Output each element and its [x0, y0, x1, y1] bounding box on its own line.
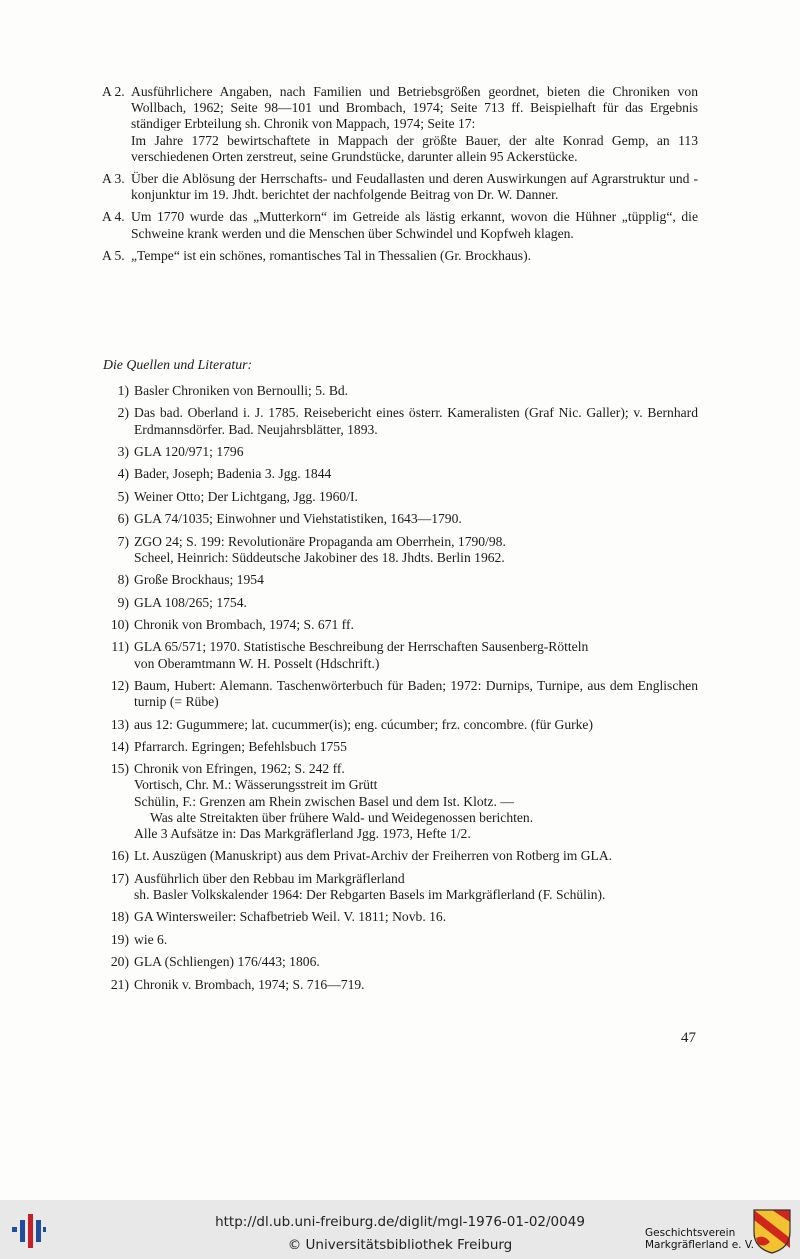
reference-line: Vortisch, Chr. M.: Wässerungsstreit im Grütt: [134, 777, 378, 793]
annotation-paragraph: Über die Ablösung der Herrschafts- und Feudallasten und deren Auswirkungen auf Agrarstruktur und -konjunktur im 19. Jhdt. berichtet der nachfolgende Beitrag von Dr. W. Danner.: [131, 171, 698, 203]
reference-number: 3): [117, 443, 129, 459]
reference-text: [134, 383, 698, 399]
reference-line: Ausführlich über den Rebbau im Markgräflerland: [134, 870, 405, 886]
reference-text: [134, 739, 698, 755]
reference-item: [102, 444, 698, 460]
annotation-text: [131, 209, 698, 241]
reference-number: 9): [117, 594, 129, 610]
annotation-item: [102, 248, 698, 264]
reference-line: wie 6.: [134, 931, 168, 947]
reference-text: [134, 954, 698, 970]
society-name: [645, 1227, 754, 1251]
footer-url-link[interactable]: http://dl.ub.uni-freiburg.de/diglit/mgl-1976-01-02/0049: [215, 1214, 585, 1230]
reference-text: [134, 572, 698, 588]
reference-text: [134, 405, 698, 437]
annotation-label: A 4.: [102, 209, 125, 225]
reference-number: 12): [110, 677, 129, 693]
sources-heading: Die Quellen und Literatur:: [103, 357, 253, 372]
reference-item: [102, 511, 698, 527]
reference-number: 13): [110, 716, 129, 732]
reference-line: aus 12: Gugummere; lat. cucummer(is); eng. cúcumber; frz. concombre. (für Gurke): [134, 716, 593, 732]
reference-line: von Oberamtmann W. H. Posselt (Hdschrift.): [134, 655, 380, 671]
reference-number: 6): [117, 511, 129, 527]
reference-line: Lt. Auszügen (Manuskript) aus dem Privat-Archiv der Freiherren von Rotberg im GLA.: [134, 848, 613, 864]
reference-line: sh. Basler Volkskalender 1964: Der Rebgarten Basels im Markgräflerland (F. Schülin).: [134, 887, 606, 903]
society-line-1: Geschichtsverein: [645, 1227, 736, 1239]
annotation-text: [131, 84, 698, 165]
reference-line: ZGO 24; S. 199: Revolutionäre Propaganda am Oberrhein, 1790/98.: [134, 533, 506, 549]
reference-item: [102, 932, 698, 948]
reference-number: 2): [117, 405, 129, 421]
reference-text: [134, 977, 698, 993]
reference-line: Bader, Joseph; Badenia 3. Jgg. 1844: [134, 466, 332, 482]
reference-line: Chronik von Brombach, 1974; S. 671 ff.: [134, 616, 354, 632]
reference-text: [134, 871, 698, 903]
reference-number: 21): [110, 976, 129, 992]
society-line-2: Markgräflerland e. V.: [645, 1239, 755, 1251]
annotation-item: [102, 209, 698, 241]
reference-text: [134, 848, 698, 864]
reference-line: Basler Chroniken von Bernoulli; 5. Bd.: [134, 383, 349, 398]
reference-text: [134, 466, 698, 482]
reference-line: Was alte Streitakten über frühere Wald- und Weidegenossen berichten.: [150, 809, 534, 825]
annotation-label: A 3.: [102, 171, 125, 187]
reference-text: [134, 511, 698, 527]
reference-line: Das bad. Oberland i. J. 1785. Reisebericht eines österr. Kameralisten (Graf Nic. Galler); v. Bernhard Erdmannsdörfer. Bad. Neujahrsblätter, 1893.: [134, 405, 698, 437]
reference-item: [102, 977, 698, 993]
reference-number: 5): [117, 488, 129, 504]
reference-text: [134, 909, 698, 925]
reference-line: GLA 74/1035; Einwohner und Viehstatistiken, 1643—1790.: [134, 511, 462, 527]
reference-line: Alle 3 Aufsätze in: Das Markgräflerland Jgg. 1973, Hefte 1/2.: [134, 826, 471, 842]
annotation-text: [131, 248, 698, 264]
reference-item: [102, 739, 698, 755]
footer-copyright: © Universitätsbibliothek Freiburg: [287, 1237, 513, 1253]
reference-line: GLA 108/265; 1754.: [134, 594, 247, 610]
reference-number: 7): [117, 533, 129, 549]
coat-of-arms-icon: [752, 1208, 792, 1254]
reference-number: 18): [110, 909, 129, 925]
annotation-paragraph: Um 1770 wurde das „Mutterkorn“ im Getreide als lästig erkannt, wovon die Hühner „tüpplig“, die Schweine krank werden und die Menschen über Schwindel und Kopfweh klagen.: [131, 209, 698, 241]
page-number: 47: [681, 1030, 696, 1046]
references-list: [102, 383, 698, 999]
reference-item: [102, 717, 698, 733]
reference-line: Große Brockhaus; 1954: [134, 572, 264, 588]
reference-text: [134, 617, 698, 633]
reference-text: [134, 595, 698, 611]
reference-item: [102, 466, 698, 482]
reference-item: [102, 761, 698, 842]
annotation-paragraph: „Tempe“ ist ein schönes, romantisches Tal in Thessalien (Gr. Brockhaus).: [131, 247, 532, 263]
annotation-paragraph: Ausführlichere Angaben, nach Familien und Betriebsgrößen geordnet, bieten die Chroniken von Wollbach, 1962; Seite 98—101 und Brombach, 1974; Seite 713 ff. Beispielhaft für das Ergebnis ständiger Erbteilung sh. Chronik von Mappach, 1974; Seite 17:: [131, 84, 698, 132]
reference-item: [102, 405, 698, 437]
annotation-item: [102, 84, 698, 165]
reference-line: GA Wintersweiler: Schafbetrieb Weil. V. 1811; Novb. 16.: [134, 909, 447, 925]
reference-item: [102, 871, 698, 903]
reference-number: 8): [117, 572, 129, 588]
reference-number: 14): [110, 738, 129, 754]
reference-line: Baum, Hubert: Alemann. Taschenwörterbuch für Baden; 1972: Durnips, Turnipe, aus dem Englischen turnip (= Rübe): [134, 677, 698, 710]
reference-number: 4): [117, 466, 129, 482]
reference-line: Weiner Otto; Der Lichtgang, Jgg. 1960/I.: [134, 488, 358, 504]
reference-line: GLA 65/571; 1970. Statistische Beschreibung der Herrschaften Sausenberg-Rötteln: [134, 639, 589, 655]
reference-text: [134, 678, 698, 710]
reference-item: [102, 617, 698, 633]
reference-number: 20): [110, 954, 129, 970]
annotations-list: [102, 84, 698, 270]
reference-line: Scheel, Heinrich: Süddeutsche Jakobiner des 18. Jhdts. Berlin 1962.: [134, 549, 505, 565]
reference-text: [134, 717, 698, 733]
footer-bar: [0, 1200, 800, 1259]
annotation-item: [102, 171, 698, 203]
reference-text: [134, 534, 698, 566]
reference-number: 10): [110, 616, 129, 632]
reference-line: Pfarrarch. Egringen; Befehlsbuch 1755: [134, 738, 347, 754]
reference-item: [102, 534, 698, 566]
reference-number: 16): [110, 848, 129, 864]
reference-line: Chronik v. Brombach, 1974; S. 716—719.: [134, 976, 365, 992]
reference-item: [102, 595, 698, 611]
reference-line: GLA (Schliengen) 176/443; 1806.: [134, 954, 320, 970]
reference-number: 15): [110, 761, 129, 777]
reference-item: [102, 383, 698, 399]
annotation-label: A 2.: [102, 84, 125, 99]
reference-text: [134, 761, 698, 842]
reference-item: [102, 909, 698, 925]
reference-number: 19): [110, 931, 129, 947]
reference-item: [102, 489, 698, 505]
reference-item: [102, 848, 698, 864]
reference-line: Chronik von Efringen, 1962; S. 242 ff.: [134, 761, 345, 777]
reference-item: [102, 954, 698, 970]
annotation-paragraph: Im Jahre 1772 bewirtschaftete in Mappach der größte Bauer, der alte Konrad Gemp, an 113 verschiedenen Orten zerstreut, seine Grundstücke, darunter allein 95 Ackerstücke.: [131, 132, 698, 164]
reference-item: [102, 572, 698, 588]
reference-number: 17): [110, 870, 129, 886]
reference-number: 1): [117, 383, 129, 398]
annotation-label: A 5.: [102, 247, 125, 263]
reference-text: [134, 489, 698, 505]
reference-text: [134, 444, 698, 460]
annotation-text: [131, 171, 698, 203]
reference-text: [134, 932, 698, 948]
reference-line: GLA 120/971; 1796: [134, 443, 244, 459]
reference-text: [134, 639, 698, 671]
reference-line: Schülin, F.: Grenzen am Rhein zwischen Basel und dem Ist. Klotz. —: [134, 793, 514, 809]
reference-item: [102, 678, 698, 710]
reference-number: 11): [111, 639, 129, 655]
reference-item: [102, 639, 698, 671]
